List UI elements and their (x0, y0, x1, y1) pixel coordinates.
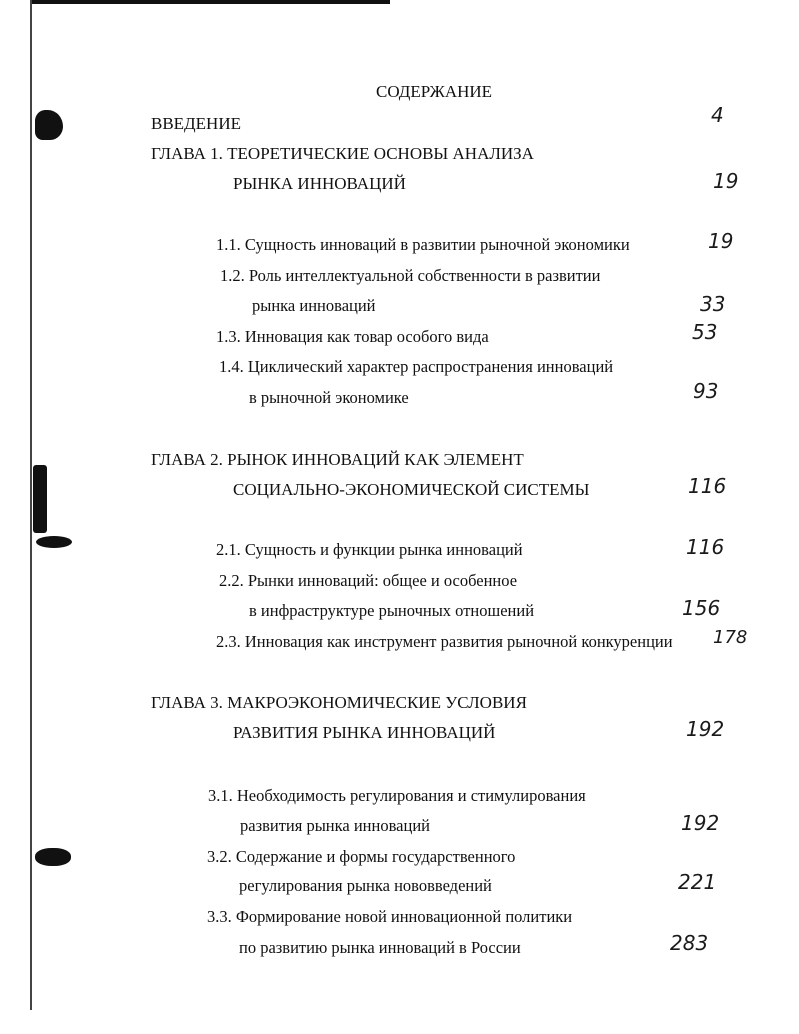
section-3-3-line2: по развитию рынка инноваций в России (239, 938, 521, 957)
chapter2-title-line1: ГЛАВА 2. РЫНОК ИННОВАЦИЙ КАК ЭЛЕМЕНТ (151, 450, 524, 469)
section-2-2-page: 156 (682, 596, 721, 620)
scan-top-edge (30, 0, 390, 4)
chapter2-title-line2: СОЦИАЛЬНО-ЭКОНОМИЧЕСКОЙ СИСТЕМЫ (233, 480, 590, 499)
scan-mark-1 (35, 110, 63, 140)
section-2-2-line2: в инфраструктуре рыночных отношений (249, 601, 535, 620)
section-1-4-page: 93 (693, 379, 719, 403)
intro-label: ВВЕДЕНИЕ (151, 114, 241, 133)
section-2-1: 2.1. Сущность и функции рынка инноваций (216, 540, 523, 559)
section-3-3-line1: 3.3. Формирование новой инновационной политики (207, 907, 573, 926)
scan-mark-4 (35, 848, 71, 866)
intro-page: 4 (711, 103, 724, 127)
chapter3-page: 192 (686, 717, 725, 741)
section-1-2-line1: 1.2. Роль интеллектуальной собственности в развитии (220, 266, 601, 285)
scan-mark-2 (33, 465, 47, 533)
section-3-2-page: 221 (678, 870, 717, 894)
section-1-3: 1.3. Инновация как товар особого вида (216, 327, 489, 346)
scan-left-edge (30, 0, 32, 1010)
section-1-2-page: 33 (700, 292, 726, 316)
section-1-1: 1.1. Сущность инноваций в развитии рыночной экономики (216, 235, 630, 254)
chapter3-title-line1: ГЛАВА 3. МАКРОЭКОНОМИЧЕСКИЕ УСЛОВИЯ (151, 693, 527, 712)
section-3-1-line2: развития рынка инноваций (240, 816, 430, 835)
section-3-2-line1: 3.2. Содержание и формы государственного (207, 847, 516, 866)
section-2-1-page: 116 (686, 535, 725, 559)
section-3-1-page: 192 (681, 811, 720, 835)
section-2-2-line1: 2.2. Рынки инноваций: общее и особенное (219, 571, 518, 590)
section-3-3-page: 283 (670, 931, 709, 955)
chapter1-title-line2: РЫНКА ИННОВАЦИЙ (233, 174, 406, 193)
section-2-3: 2.3. Инновация как инструмент развития рыночной конкуренции (216, 632, 673, 651)
section-3-2-line2: регулирования рынка нововведений (239, 876, 492, 895)
section-1-4-line1: 1.4. Циклический характер распространения инноваций (219, 357, 614, 376)
section-2-3-page: 178 (713, 627, 748, 648)
chapter1-title-line1: ГЛАВА 1. ТЕОРЕТИЧЕСКИЕ ОСНОВЫ АНАЛИЗА (151, 144, 534, 163)
section-1-4-line2: в рыночной экономике (249, 388, 409, 407)
section-3-1-line1: 3.1. Необходимость регулирования и стимулирования (208, 786, 586, 805)
section-1-1-page: 19 (708, 229, 734, 253)
section-1-2-line2: рынка инноваций (252, 296, 376, 315)
chapter3-title-line2: РАЗВИТИЯ РЫНКА ИННОВАЦИЙ (233, 723, 496, 742)
scan-mark-3 (36, 536, 72, 548)
section-1-3-page: 53 (692, 320, 718, 344)
chapter2-page: 116 (688, 474, 727, 498)
toc-title: СОДЕРЖАНИЕ (376, 82, 493, 101)
chapter1-page: 19 (713, 169, 739, 193)
